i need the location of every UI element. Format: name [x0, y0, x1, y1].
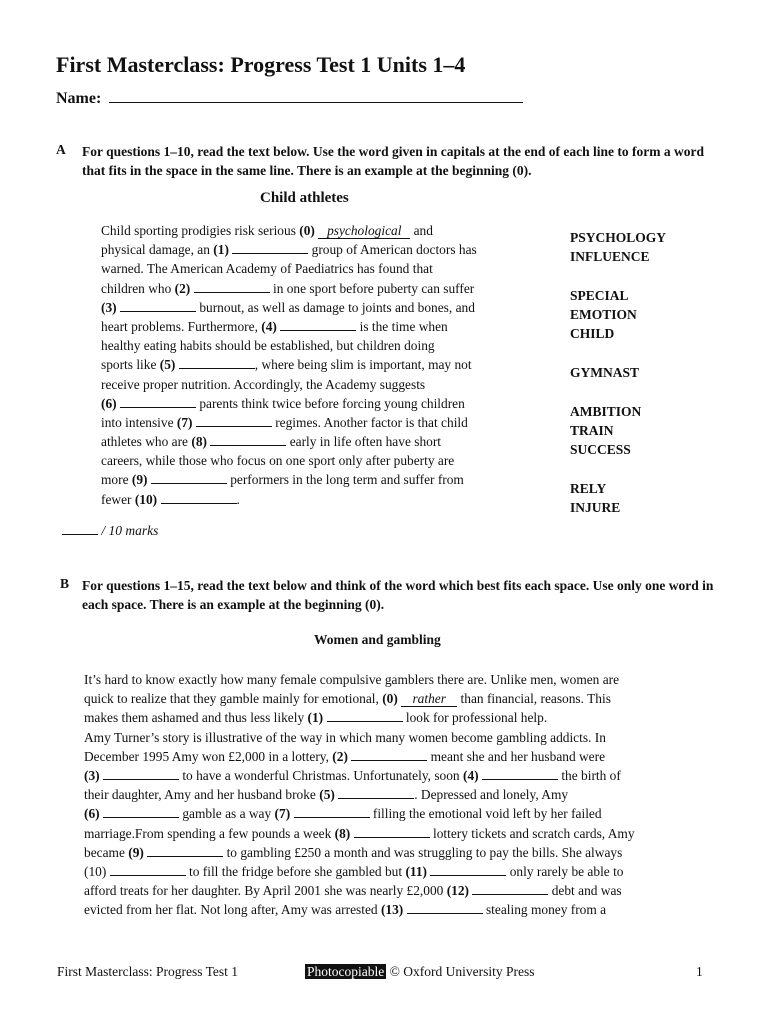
- question-number: (2): [174, 280, 191, 296]
- text-line: (6) parents think twice before forcing young children: [101, 395, 465, 411]
- question-number: (4): [261, 318, 277, 334]
- text-line: (3) burnout, as well as damage to joints and bones, and: [101, 299, 475, 315]
- text-line: (10) to fill the fridge before she gambled but (11) only rarely be able to: [84, 863, 624, 879]
- text-line: more (9) performers in the long term and suffer from: [101, 472, 464, 488]
- publisher: © Oxford University Press: [389, 964, 535, 979]
- text-line: quick to realize that they gamble mainly for emotional, (0) rather than financial, reasons. This: [84, 691, 611, 707]
- answer-blank[interactable]: [147, 844, 223, 857]
- question-number: (13): [380, 902, 404, 918]
- text-line: sports like (5) , where being slim is important, may not: [101, 357, 472, 373]
- answer-blank[interactable]: [161, 491, 237, 504]
- answer-blank[interactable]: [482, 767, 558, 780]
- section-a-marks: [62, 522, 158, 539]
- text-line: Amy Turner’s story is illustrative of the way in which many women become gambling addicts. In: [84, 729, 606, 745]
- answer-blank[interactable]: [407, 901, 483, 914]
- question-number: (0): [299, 223, 315, 238]
- question-number: (8): [191, 434, 207, 450]
- word-spacer: [570, 460, 666, 479]
- text-line: receive proper nutrition. Accordingly, the Academy suggests: [101, 376, 426, 392]
- answer-blank[interactable]: [280, 318, 356, 331]
- text-line: healthy eating habits should be established, but children doing: [101, 338, 435, 354]
- question-number: (6): [101, 395, 117, 411]
- example-answer: rather: [401, 692, 457, 707]
- word-prompt: RELY: [570, 480, 607, 496]
- text-line: December 1995 Amy won £2,000 in a lottery, (2) meant she and her husband were: [84, 748, 606, 764]
- word-prompt: SPECIAL: [570, 287, 629, 303]
- answer-blank[interactable]: [327, 709, 403, 722]
- answer-blank[interactable]: [210, 433, 286, 446]
- question-number: (11): [405, 863, 428, 879]
- answer-blank[interactable]: [472, 882, 548, 895]
- section-a-heading: Child athletes: [260, 190, 349, 206]
- question-number: (2): [332, 748, 348, 764]
- question-number: (7): [274, 806, 291, 822]
- question-number: (3): [84, 767, 100, 783]
- answer-blank[interactable]: [430, 863, 506, 876]
- answer-blank[interactable]: [120, 299, 196, 312]
- word-prompt: GYMNAST: [570, 365, 640, 381]
- name-line[interactable]: [109, 88, 523, 103]
- section-b-letter: B: [60, 576, 70, 591]
- word-prompt: SUCCESS: [570, 442, 631, 458]
- text-line: afford treats for her daughter. By April 2001 she was nearly £2,000 (12) debt and was: [84, 883, 622, 899]
- text-line: makes them ashamed and thus less likely (1) look for professional help.: [84, 710, 548, 726]
- photocopiable-badge: Photocopiable: [307, 964, 385, 979]
- section-b-instruction: For questions 1–15, read the text below and think of the word which best fits each space. Use only one word in each space. There is an example at the beginning (0).: [82, 578, 714, 612]
- text-line: (6) gamble as a way (7) filling the emotional void left by her failed: [84, 806, 602, 822]
- answer-blank[interactable]: [351, 748, 427, 761]
- text-line: Child sporting prodigies risk serious (0) psychological and: [101, 223, 433, 238]
- text-line: (3) to have a wonderful Christmas. Unfortunately, soon (4) the birth of: [84, 767, 621, 783]
- section-b-text: [84, 670, 635, 919]
- word-prompt: INFLUENCE: [570, 249, 650, 265]
- word-prompt: INJURE: [570, 500, 621, 516]
- marks-label: / 10 marks: [101, 523, 159, 538]
- word-prompt: AMBITION: [570, 403, 642, 419]
- answer-blank[interactable]: [354, 825, 430, 838]
- answer-blank[interactable]: [232, 241, 308, 254]
- section-b-heading: Women and gambling: [314, 632, 441, 647]
- word-prompt: TRAIN: [570, 422, 614, 438]
- word-spacer: [570, 382, 666, 401]
- text-line: fewer (10) .: [101, 491, 240, 507]
- answer-blank[interactable]: [151, 471, 227, 484]
- page-number: 1: [696, 964, 703, 979]
- name-label: Name:: [56, 90, 102, 107]
- section-a-text: [101, 221, 477, 509]
- example-answer: psychological: [318, 224, 410, 239]
- name-field: [56, 88, 523, 108]
- answer-blank[interactable]: [194, 280, 270, 293]
- question-number: (6): [84, 806, 100, 822]
- question-number: (10): [134, 491, 158, 507]
- question-number: (1): [307, 710, 324, 726]
- word-prompt: PSYCHOLOGY: [570, 230, 667, 245]
- question-number: (4): [462, 767, 479, 783]
- answer-blank[interactable]: [120, 395, 196, 408]
- question-number: (12): [446, 883, 470, 899]
- text-line: children who (2) in one sport before puberty can suffer: [101, 280, 475, 296]
- text-line: marriage.From spending a few pounds a week (8) lottery tickets and scratch cards, Amy: [84, 825, 635, 841]
- answer-blank[interactable]: [103, 767, 179, 780]
- word-prompt: EMOTION: [570, 307, 637, 323]
- answer-blank[interactable]: [103, 805, 179, 818]
- text-line: physical damage, an (1) group of American doctors has: [101, 242, 477, 258]
- answer-blank[interactable]: [338, 786, 414, 799]
- footer-left: First Masterclass: Progress Test 1: [57, 964, 239, 979]
- text-line: into intensive (7) regimes. Another factor is that child: [101, 414, 468, 430]
- text-line: It’s hard to know exactly how many female compulsive gamblers there are. Unlike men, women are: [84, 672, 620, 687]
- answer-blank[interactable]: [294, 805, 370, 818]
- question-number: (3): [101, 299, 117, 315]
- question-number: (7): [176, 414, 193, 430]
- question-number: (5): [319, 787, 335, 803]
- text-line: careers, while those who focus on one sport only after puberty are: [101, 453, 455, 469]
- footer-credit: [305, 964, 535, 980]
- question-number: (9): [131, 472, 148, 488]
- answer-blank[interactable]: [196, 414, 272, 427]
- question-number: (5): [159, 357, 176, 373]
- text-line: became (9) to gambling £250 a month and was struggling to pay the bills. She always: [84, 844, 623, 860]
- word-spacer: [570, 267, 666, 286]
- text-line: athletes who are (8) early in life often have short: [101, 434, 442, 450]
- text-line: evicted from her flat. Not long after, Amy was arrested (13) stealing money from a: [84, 902, 607, 918]
- text-line: their daughter, Amy and her husband broke (5) . Depressed and lonely, Amy: [84, 787, 569, 803]
- section-a-letter: A: [56, 142, 66, 157]
- word-spacer: [570, 344, 666, 363]
- text-line: warned. The American Academy of Paediatrics has found that: [101, 261, 433, 277]
- question-number: (9): [128, 844, 144, 860]
- word-prompt: CHILD: [570, 326, 615, 342]
- text-line: heart problems. Furthermore, (4) is the time when: [101, 318, 448, 334]
- answer-blank[interactable]: [110, 863, 186, 876]
- answer-blank[interactable]: [179, 356, 255, 369]
- section-a-word-list: [570, 228, 666, 517]
- section-a-instruction: For questions 1–10, read the text below. Use the word given in capitals at the end of each line to form a word that fits in the space in the same line. There is an example at the beginning (0).: [82, 144, 704, 178]
- question-number: (8): [334, 825, 351, 841]
- marks-blank[interactable]: [62, 522, 98, 535]
- question-number: (1): [213, 242, 229, 258]
- page-title: First Masterclass: Progress Test 1 Units 1–4: [56, 52, 466, 77]
- question-number: (0): [382, 691, 398, 707]
